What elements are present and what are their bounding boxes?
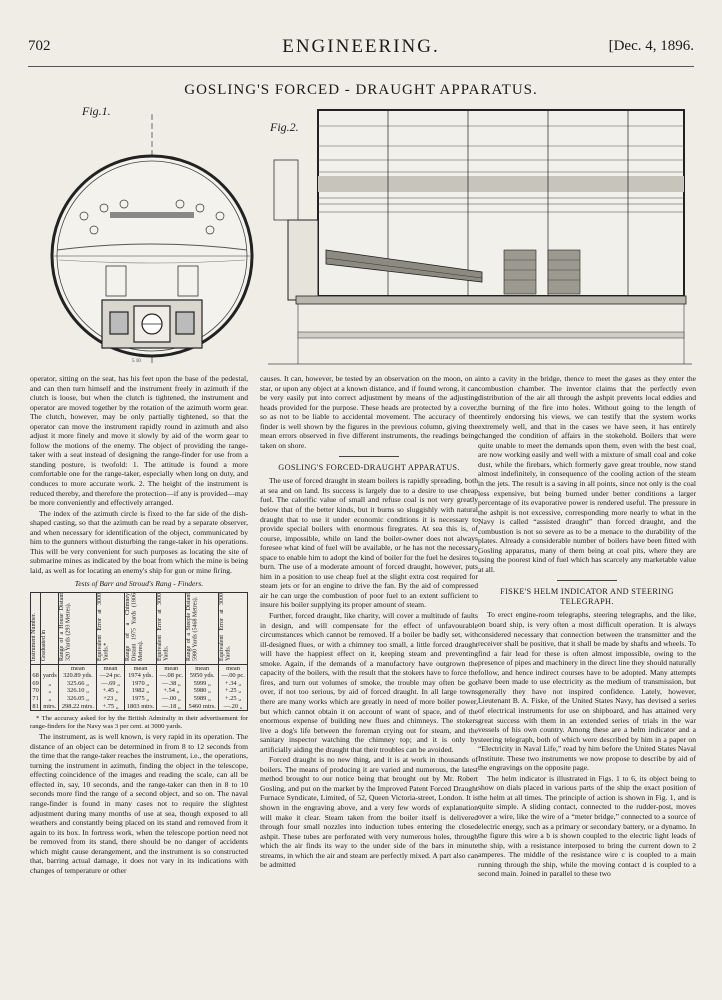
table-header-cell: Range of a Chimney Distant 1975 Yards (1806 Metres). — [124, 593, 157, 665]
column-1 — [30, 374, 248, 876]
section-divider — [339, 456, 399, 457]
table-header-cell: Equivalent Error at 3000 Yards. — [219, 593, 248, 665]
table-header-cell: Instrument Number. — [31, 593, 41, 665]
table-row: 81 mtrs. 298.22 mtrs. +.75 „ 1803 mtrs. —.18 „ 5460 mtrs. —.20 „ — [31, 703, 248, 711]
table-row: 68 yards 320.89 yds. —24 pc. 1974 yds. —.08 pc. 5950 yds. —.00 pc. — [31, 672, 248, 680]
range-finder-table — [30, 592, 248, 711]
issue-date: [Dec. 4, 1896. — [608, 38, 694, 54]
paragraph: operator, sitting on the seat, has his feet upon the base of the pedestal, and can then turn himself and the instrument freely in azimuth if the clutch is loose, but when the clutch is tightened, the instrument and operator are moved together by the rotation of the azimuth worm gear. The clutch, however, may be only partially tightened, so that the operator can move the instrument rapidly round in azimuth and also adjust it more finely and move it slowly by aid of the worm gear to follow the motions of the enemy. The object of providing the range-taker with a seat instead of designing the range-finder for use from a standing posture, is twofold: 1. The attitude is found a more comfortable one for the range-taker, especially when long on duty, and conduces to more accurate work. 2. The height of the instrument is reduced thereby, and therefore the protection—if any is provided—may be more conveniently and effectively arranged. — [30, 374, 248, 508]
table-header-cell: Graduated in — [41, 593, 59, 665]
paragraph: Forced draught is no new thing, and it is at work in thousands of boilers. The means of producing it are varied and numerous, the latest method brought to our notice being that brought out by Mr. Robert Gosling, and put on the market by the Improved Patent Forced Draught Furnace Syndicate, Limited, of 52, Queen Victoria-street, London. It is shown in the engraving above, and a very few words of explanation will make it clear. Steam taken from the boiler itself is delivered through four small nozzles into induction tubes entering the closed ashpit. These tubes are perforated with very numerous holes, through which the air finds its way to the under side of the bars in minute streams, in which the air and steam are perfectly mixed. A part also can be admitted — [260, 755, 478, 870]
section-heading: FISKE'S HELM INDICATOR AND STEERING TELEGRAPH. — [500, 587, 674, 607]
paragraph: causes. It can, however, be tested by an observation on the moon, on a star, or upon any object at a known distance, and if found wrong, it can be very easily put into correct adjustment by means of the adjusting heads provided for the purpose. These heads are protected by a cover, so as not to be liable to accidental movement. The accuracy of the finder is well shown by the figures in the previous column, giving the mean errors observed in five different instruments, the readings being taken on shore. — [260, 374, 478, 450]
paragraph: The use of forced draught in steam boilers is rapidly spreading, both at sea and on land. Its success is largely due to a desire to use cheap fuel. The calorific value of small and refuse coal is not very greatly below that of the better kinds, but it burns so sluggishly with natural draught that to use it under economic conditions it is necessary to provide special boilers with enormous firegrates. At sea this is, of course, impossible, while on land the boiler-owner does not always foresee what kind of fuel will be available, or he has not the necessary space to enable him to adopt the kind of boiler for the fuel he desires to burn. The use of a moderate amount of forced draught, however, puts him in a position to use cheap fuel at the slight extra cost required for steam jets or for an engine to drive the fan. By the aid of compressed air he can urge the combustion of poor fuel to an extent sufficient to insure his boiler supplying its proper amount of steam. — [260, 476, 478, 610]
column-3 — [478, 374, 696, 880]
table-header-cell: Equivalent Error at 3000 Yards.* — [97, 593, 124, 665]
paragraph: The helm indicator is illustrated in Figs. 1 to 6, its object being to show on dials placed in various parts of the ship the exact position of the helm at all times. The principle of action is shown in Fig. 1, and is quite simple. A sliding contact, connected to the rudder-post, moves over a wire, like the wire of a “meter bridge,” connected to a source of electric energy, such as a primary or secondary battery, or a dynamo. In the figure this wire a b is shown coupled to the electric light leads of the ship, with a resistance interposed to bring the current down to 2 amperes. The middle of the resistance wire c is coupled to a main running through the ship, while the moving contact d is coupled to a second main. Joined in parallel to these two — [478, 773, 696, 879]
table-header-cell: Range of a House Distant 320 Yards (293 Metres). — [59, 593, 97, 665]
paragraph: The index of the azimuth circle is fixed to the far side of the dish-shaped casting, so that the azimuth can be read by a separate observer, and when necessary for identification of the object, communicated by him to the gunners without disturbing the range-taker in his operations. This will be very convenient for such purposes as locating the site of submarine mines as indicated by the boat from which the mine is being laid, as well as for locating an enemy's ship for gun or mine firing. — [30, 508, 248, 575]
table-row: 70 „ 326.10 „ +.45 „ 1982 „ +.54 „ 5980 „ +.25 „ — [31, 687, 248, 695]
column-2 — [260, 374, 478, 871]
figure-2-label: Fig.2. — [270, 120, 299, 134]
figure-1-drawing — [34, 100, 270, 368]
paragraph: into a cavity in the bridge, thence to meet the gases as they enter the combustion chamber. The inventor claims that the perfectly even distribution of the air all through the ashpit prevents local eddies and the burning of the fire into holes. Without going to the length of entirely endorsing his views, we can testify that the system works extremely well, and that in the cases we have seen, it has entirely changed the condition of affairs in the stokehold. Boilers that were quite unable to meet the demands upon them, even with the best coal, are now working easily and well with a mixture of small coal and coke dust, while the firebars, which formerly gave great trouble, now stand almost indefinitely, in consequence of the cooling action of the steam in the jets. The result is a saving in all points, since not only is the coal less expensive, but being burned under better conditions a larger percentage of its evaporative power is rendered useful. The pressure in the ashpit is not excessive, corresponding more nearly to what in the Navy is called “assisted draught” than forced draught, and the combustion is not so severe as to be a menace to the durability of the plates. Already a considerable number of boilers have been fitted with Gosling apparatus, many of them being at coal pits, where they are using the poorest kind of fuel which has scarcely any marketable value at all. — [478, 374, 696, 574]
figure-1-label: Fig.1. — [82, 104, 111, 118]
paragraph: The instrument, as is well known, is very rapid in its operation. The distance of an object can be determined in from 8 to 12 seconds from the time that the range-taker reaches the instrument, i.e., the operations, turning the instrument in azimuth, finding the object in the telescope, effecting coincidence of the images and reading the scale, can all be effected in, say, 10 seconds, and the range-taker can then in 8 to 10 seconds more find the range of a second object, and so on. The naval range-finder is found in many cases not to require the slightest adjustment during many months of use at sea, though exposed to all weathers and constantly being placed on its stand and removed from it again to its box. In fortress work, when the telescope portion need not be removed from its stand, there should be no danger of accidents which might cause derangement, and the instrument is so constructed that, barring actual damage, it does not vary in its indications with changes of temperature or other — [30, 732, 248, 875]
figure-1 — [34, 100, 270, 368]
section-heading: GOSLING'S FORCED-DRAUGHT APPARATUS. — [278, 463, 460, 473]
paragraph: Further, forced draught, like charity, will cover a multitude of faults in design, and will compensate for the effect of unfavourable circumstances which cannot be removed. If a boiler be badly set, with ill-designed flues, or with a chimney too small, a little forced draught will have the happiest effect on it, keeping steam and preventing smoke. Again, if the demands of a manufactory have outgrown the capacity of the boilers, with the result that the stokers have to force the fires, and turn out volumes of smoke, the trouble may often be got over, if not too serious, by aid of forced draught. In all large towns there are many works which are greatly in need of more boiler power, but which cannot obtain it on account of want of space, and of the enormous expense of building new flues and chimneys. The stokers live a dog's life between the foreman crying out for steam, and the sanitary inspector watching the chimney top; and it is only by artificially aiding the draught that their troubles can be avoided. — [260, 611, 478, 754]
table-header-cell: Range of a Steeple Distant 5980 Yards (5468 Metres). — [186, 593, 219, 665]
page-header — [28, 30, 694, 67]
table-header-cell: Equivalent Error at 3000 Yards. — [157, 593, 186, 665]
table-footnote: * The accuracy asked for by the British Admiralty in their advertisement for range-finders for the Navy was 3 per cent. at 3000 yards. — [30, 715, 248, 731]
page-number: 702 — [28, 38, 51, 54]
table-caption: Tests of Barr and Stroud's Rang - Finders. — [74, 579, 204, 589]
figure-2-drawing — [268, 100, 692, 368]
journal-title: ENGINEERING. — [282, 36, 440, 57]
table-row: 69 „ 325.66 „ —.69 „ 1970 „ —.38 „ 5999 „ +.34 „ — [31, 680, 248, 688]
article-title: GOSLING'S FORCED - DRAUGHT APPARATUS. — [184, 82, 538, 98]
table-row: 71 „ 326.05 „ +23 „ 1975 „ —.00 „ 5989 „ +.25 „ — [31, 695, 248, 703]
table-header-row — [31, 593, 248, 665]
table-subheader-row: mean mean mean mean mean mean — [31, 664, 248, 672]
paragraph: To erect engine-room telegraphs, steering telegraphs, and the like, on board ship, is very often a most difficult operation. It is always considered necessary that connection between the transmitter and the receiver shall be positive, that it shall be made by shafts and wheels. To find a fair lead for these is often almost impossible, owing to the presence of pipes and machinery in the direct line they should naturally follow, and hence indirect courses have to be adopted. Many attempts have been made to use electricity as the medium of transmission, but generally they have not inspired confidence. Lately, however, Lieutenant B. A. Fiske, of the United States Navy, has devised a series of electrical instruments for use on shipboard, and has attained very great success with them in an extended series of trials in the war vessels of his own country. Among these are a helm indicator and a steering telegraph, both of which were described by him in a paper on “Electricity in Naval Life,” read by him before the United States Naval Institute. These two instruments we now propose to describe by aid of the engravings on the opposite page. — [478, 610, 696, 773]
section-divider — [557, 580, 617, 581]
figure-1-scale: 5 10 — [132, 359, 141, 364]
figure-2 — [268, 100, 692, 368]
